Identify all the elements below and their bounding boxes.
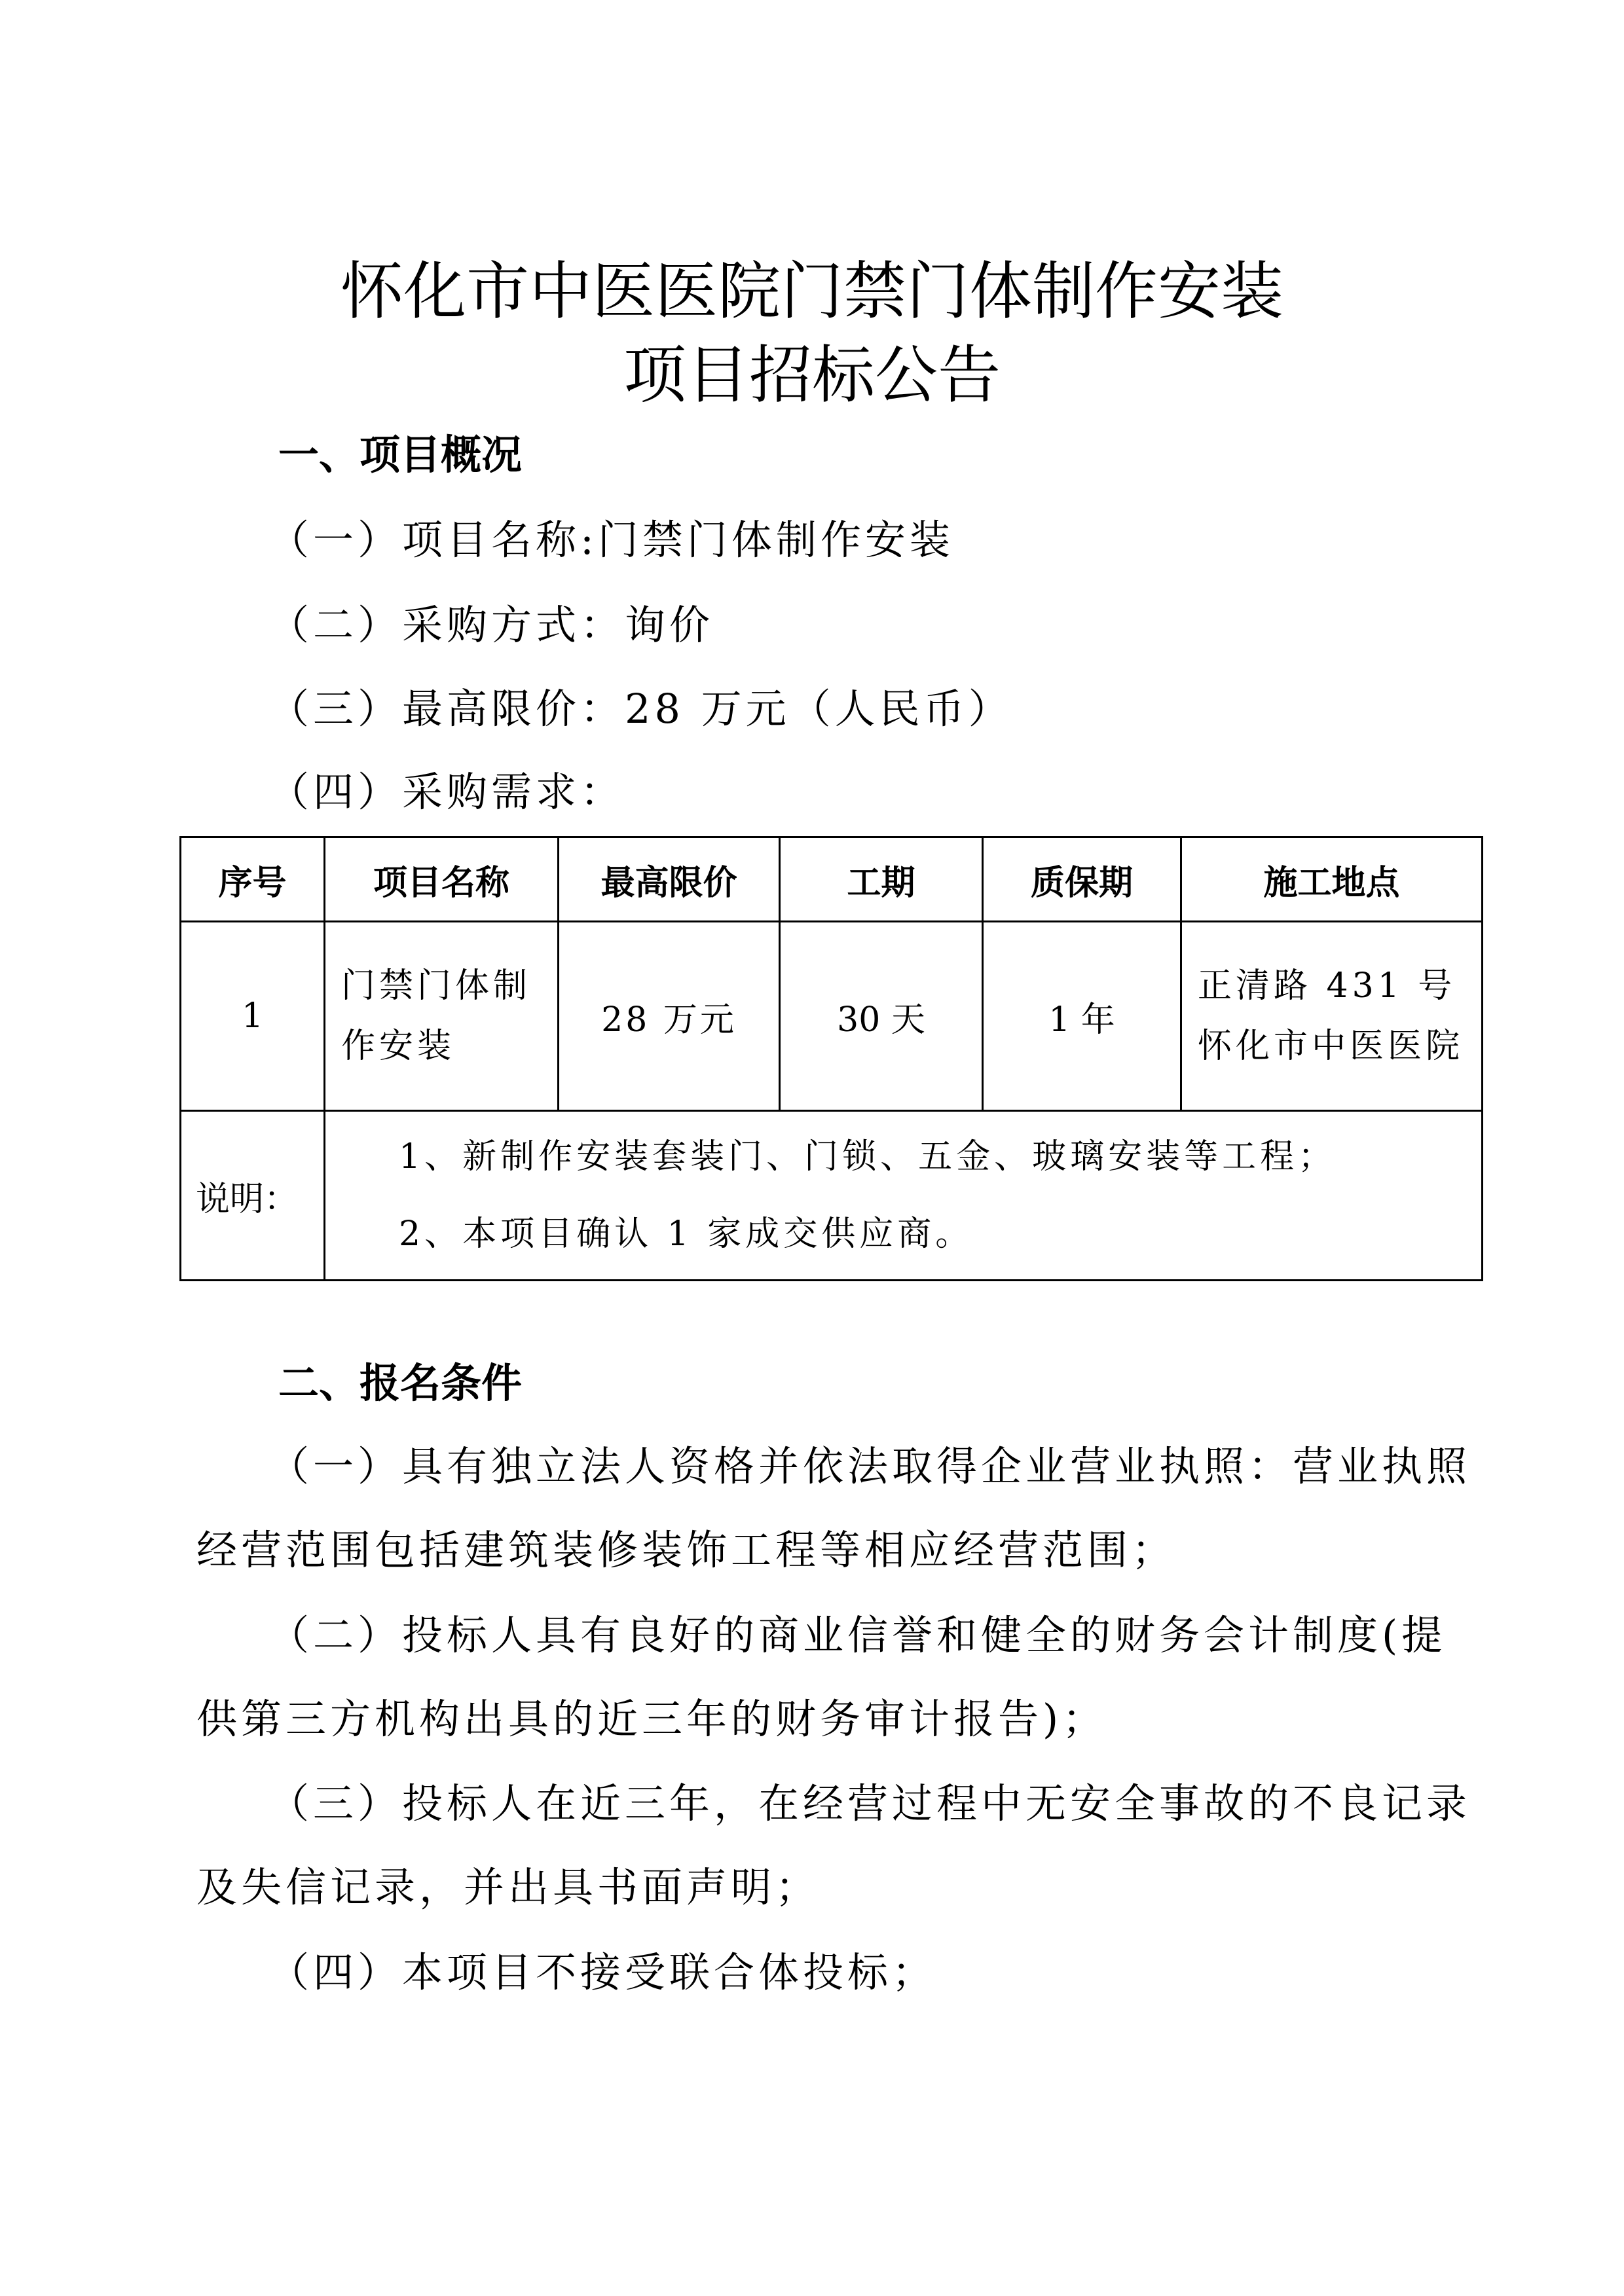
- item-requirements: （四）采购需求：: [268, 768, 625, 816]
- eligibility-line: （三）投标人在近三年，在经营过程中无安全事故的不良记录: [268, 1779, 1471, 1827]
- table-note-row: [181, 1111, 1483, 1281]
- page-title-line-1: 怀化市中医医院门禁门体制作安装: [341, 255, 1283, 328]
- section-heading-eligibility: 二、报名条件: [278, 1359, 523, 1407]
- item-max-price: （三）最高限价：28 万元（人民币）: [268, 685, 1013, 733]
- note-label: 说明：: [181, 1111, 325, 1281]
- eligibility-line: （一）具有独立法人资格并依法取得企业营业执照：营业执照: [268, 1442, 1471, 1490]
- eligibility-line: 供第三方机构出具的近三年的财务审计报告)；: [196, 1695, 1107, 1743]
- cell-no: 1: [181, 922, 325, 1111]
- eligibility-line: （二）投标人具有良好的商业信誉和健全的财务会计制度(提: [268, 1611, 1447, 1659]
- note-content: [325, 1111, 1483, 1281]
- cell-warranty: 1 年: [983, 922, 1181, 1111]
- cell-duration: 30 天: [780, 922, 983, 1111]
- table-header-row: [181, 837, 1483, 922]
- requirements-table: [179, 836, 1483, 1281]
- section-heading-overview: 一、项目概况: [278, 431, 523, 479]
- table-header-cell: 工期: [780, 837, 983, 922]
- cell-price: 28 万元: [559, 922, 780, 1111]
- table-row: [181, 922, 1483, 1111]
- item-project-name: （一）项目名称:门禁门体制作安装: [268, 516, 954, 564]
- table-header-cell: 施工地点: [1181, 837, 1483, 922]
- note-item: 2、本项目确认 1 家成交供应商。: [399, 1214, 974, 1254]
- table-header-cell: 序号: [181, 837, 325, 922]
- table-header-cell: 项目名称: [325, 837, 559, 922]
- note-item: 1、新制作安装套装门、门锁、五金、玻璃安装等工程；: [399, 1137, 1337, 1176]
- eligibility-line: 经营范围包括建筑装修装饰工程等相应经营范围；: [196, 1526, 1177, 1574]
- item-purchase-method: （二）采购方式：询价: [268, 601, 714, 649]
- eligibility-line: （四）本项目不接受联合体投标；: [268, 1948, 937, 1996]
- table-header-cell: 质保期: [983, 837, 1181, 922]
- page-title-line-2: 项目招标公告: [623, 338, 1001, 412]
- cell-name: 门禁门体制作安装: [325, 922, 559, 1111]
- cell-location: 正清路 431 号怀化市中医医院: [1181, 922, 1483, 1111]
- table-header-cell: 最高限价: [559, 837, 780, 922]
- eligibility-line: 及失信记录，并出具书面声明；: [196, 1863, 821, 1911]
